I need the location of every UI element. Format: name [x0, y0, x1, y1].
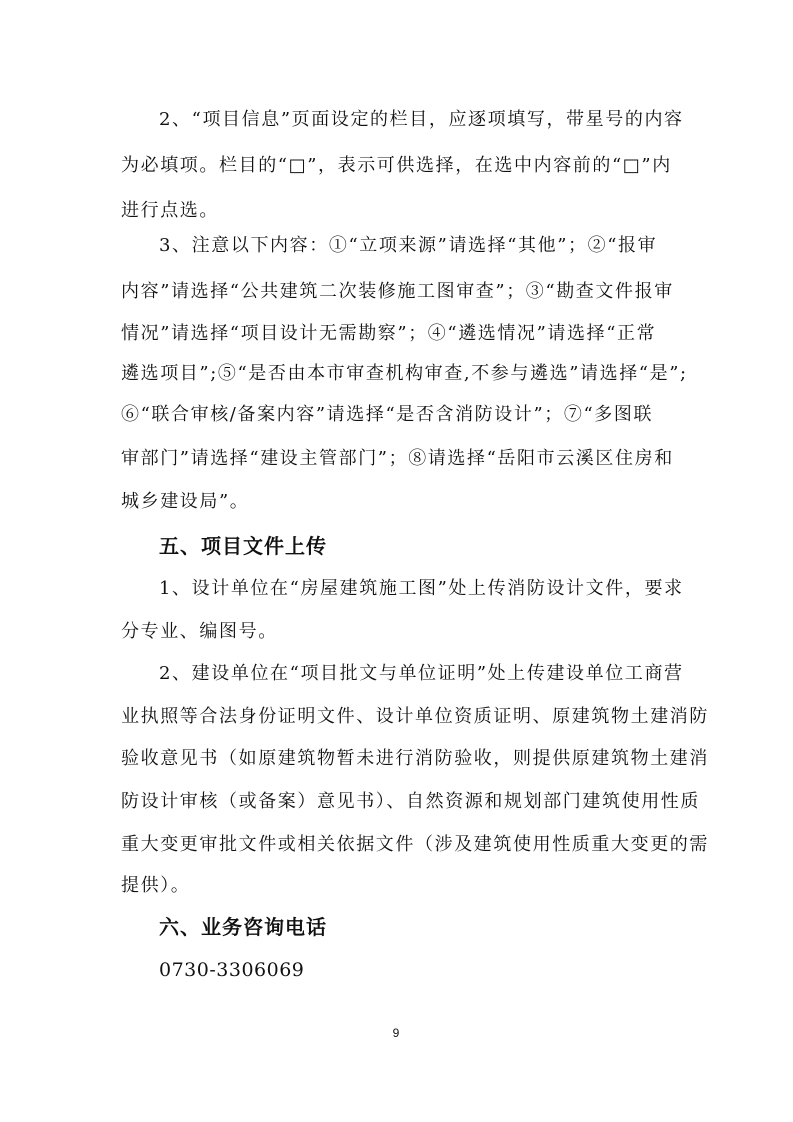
paragraph-line: 遴选项目”;⑤“是否由本市审查机构审查,不参与遴选”请选择“是”;: [121, 363, 688, 384]
paragraph-line: 提供）。: [121, 875, 191, 896]
paragraph-line: 进行点选。: [121, 200, 219, 221]
paragraph-line: 1、设计单位在“房屋建筑施工图”处上传消防设计文件，要求: [159, 578, 684, 599]
paragraph-line: 内容”请选择“公共建筑二次装修施工图审查”；③“勘查文件报审: [121, 281, 674, 302]
phone-number: 0730-3306069: [159, 959, 305, 981]
paragraph-line: 2、建设单位在“项目批文与单位证明”处上传建设单位工商营: [159, 663, 684, 684]
paragraph-line: 分专业、编图号。: [121, 621, 278, 642]
paragraph-line: 3、注意以下内容：①“立项来源”请选择“其他”；②“报审: [159, 235, 658, 256]
section-heading: 六、业务咨询电话: [159, 915, 327, 939]
paragraph-line: 2、“项目信息”页面设定的栏目，应逐项填写，带星号的内容: [159, 109, 684, 130]
paragraph-line: 业执照等合法身份证明文件、设计单位资质证明、原建筑物土建消防: [121, 706, 709, 727]
page-number: 9: [392, 1026, 400, 1040]
paragraph-line: 防设计审核（或备案）意见书）、自然资源和规划部门建筑使用性质: [121, 791, 700, 812]
paragraph-line: 为必填项。栏目的“□”，表示可供选择，在选中内容前的“□”内: [121, 155, 672, 176]
paragraph-line: 城乡建设局”。: [121, 491, 250, 512]
paragraph-line: 重大变更审批文件或相关依据文件（涉及建筑使用性质重大变更的需: [121, 834, 709, 855]
section-heading: 五、项目文件上传: [159, 534, 327, 558]
paragraph-line: 情况”请选择“项目设计无需勘察”；④“遴选情况”请选择“正常: [121, 323, 657, 344]
paragraph-line: ⑥“联合审核/备案内容”请选择“是否含消防设计”；⑦“多图联: [121, 404, 654, 425]
paragraph-line: 验收意见书（如原建筑物暂未进行消防验收，则提供原建筑物土建消: [121, 748, 709, 769]
paragraph-line: 审部门”请选择“建设主管部门”；⑧请选择“岳阳市云溪区住房和: [121, 448, 674, 469]
